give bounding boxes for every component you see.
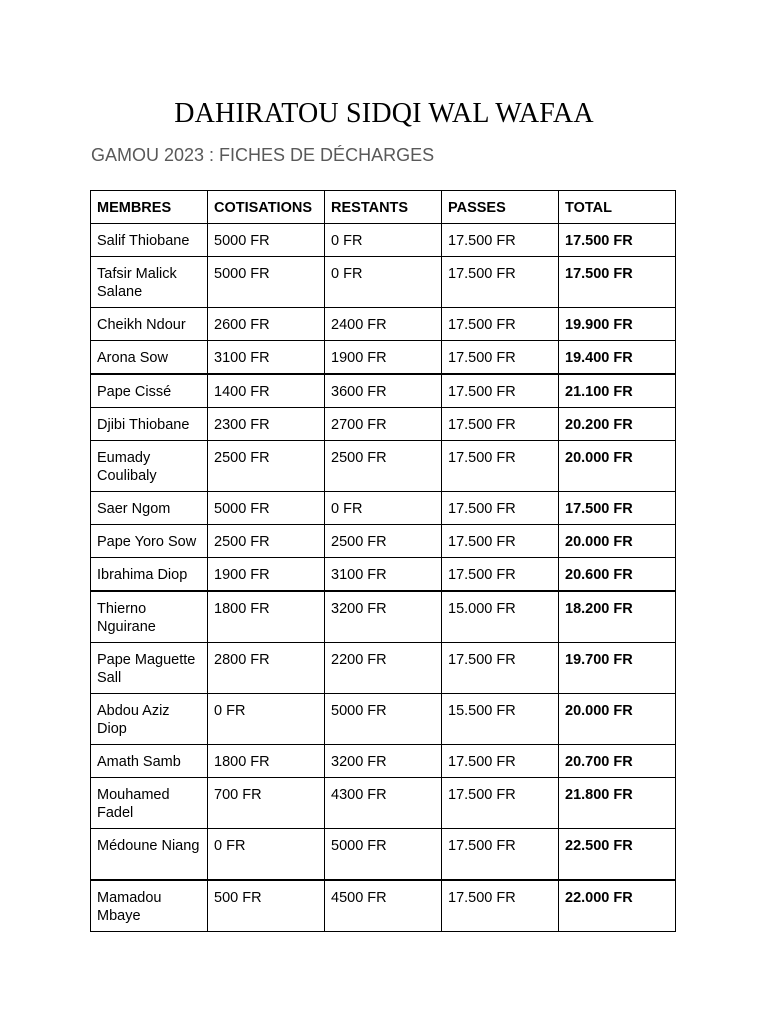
cell-cotisation: 2600 FR [208, 308, 325, 341]
cell-member: Abdou Aziz Diop [91, 694, 208, 745]
cell-restant: 2200 FR [325, 643, 442, 694]
cell-member: Mouhamed Fadel [91, 778, 208, 829]
table-row [91, 441, 676, 492]
cell-total: 19.400 FR [559, 341, 676, 375]
cell-cotisation: 3100 FR [208, 341, 325, 375]
table-row [91, 492, 676, 525]
cell-restant: 1900 FR [325, 341, 442, 375]
cell-cotisation: 0 FR [208, 694, 325, 745]
table-row [91, 880, 676, 932]
cell-restant: 5000 FR [325, 829, 442, 881]
cell-member: Arona Sow [91, 341, 208, 375]
cell-member: Pape Cissé [91, 374, 208, 408]
cell-total: 20.200 FR [559, 408, 676, 441]
table-row [91, 224, 676, 257]
cell-cotisation: 0 FR [208, 829, 325, 881]
cell-cotisation: 5000 FR [208, 257, 325, 308]
cell-restant: 3100 FR [325, 558, 442, 592]
table-row [91, 341, 676, 375]
cell-member: Tafsir Malick Salane [91, 257, 208, 308]
cell-passes: 15.500 FR [442, 694, 559, 745]
cell-total: 22.500 FR [559, 829, 676, 881]
cell-passes: 17.500 FR [442, 408, 559, 441]
header-cotisations: COTISATIONS [208, 191, 325, 224]
cell-cotisation: 5000 FR [208, 224, 325, 257]
cell-cotisation: 2800 FR [208, 643, 325, 694]
table-header-row [91, 191, 676, 224]
cell-total: 18.200 FR [559, 591, 676, 643]
cell-passes: 17.500 FR [442, 745, 559, 778]
cell-member: Cheikh Ndour [91, 308, 208, 341]
table-row [91, 745, 676, 778]
cell-restant: 0 FR [325, 224, 442, 257]
cell-passes: 17.500 FR [442, 525, 559, 558]
cell-member: Pape Maguette Sall [91, 643, 208, 694]
cell-passes: 17.500 FR [442, 829, 559, 881]
cell-total: 17.500 FR [559, 492, 676, 525]
table-row [91, 591, 676, 643]
cell-restant: 3200 FR [325, 745, 442, 778]
cell-total: 20.000 FR [559, 525, 676, 558]
cell-cotisation: 2300 FR [208, 408, 325, 441]
header-total: TOTAL [559, 191, 676, 224]
cell-passes: 17.500 FR [442, 374, 559, 408]
cell-total: 19.900 FR [559, 308, 676, 341]
cell-member: Amath Samb [91, 745, 208, 778]
cell-member: Salif Thiobane [91, 224, 208, 257]
cell-total: 20.000 FR [559, 441, 676, 492]
table-row [91, 308, 676, 341]
cell-restant: 3600 FR [325, 374, 442, 408]
cell-passes: 17.500 FR [442, 778, 559, 829]
cell-passes: 17.500 FR [442, 224, 559, 257]
cell-passes: 17.500 FR [442, 643, 559, 694]
cell-member: Saer Ngom [91, 492, 208, 525]
cell-cotisation: 1800 FR [208, 591, 325, 643]
cell-restant: 2700 FR [325, 408, 442, 441]
cell-cotisation: 2500 FR [208, 441, 325, 492]
cell-total: 22.000 FR [559, 880, 676, 932]
cell-total: 21.800 FR [559, 778, 676, 829]
cell-total: 21.100 FR [559, 374, 676, 408]
cell-cotisation: 700 FR [208, 778, 325, 829]
cell-passes: 17.500 FR [442, 558, 559, 592]
cell-cotisation: 1400 FR [208, 374, 325, 408]
cell-restant: 2500 FR [325, 525, 442, 558]
members-table [90, 190, 676, 932]
table-row [91, 558, 676, 592]
cell-passes: 17.500 FR [442, 341, 559, 375]
cell-restant: 3200 FR [325, 591, 442, 643]
cell-passes: 17.500 FR [442, 257, 559, 308]
table-row [91, 643, 676, 694]
cell-total: 19.700 FR [559, 643, 676, 694]
header-membres: MEMBRES [91, 191, 208, 224]
table-row [91, 829, 676, 881]
cell-cotisation: 5000 FR [208, 492, 325, 525]
cell-passes: 17.500 FR [442, 308, 559, 341]
cell-total: 17.500 FR [559, 224, 676, 257]
table-row [91, 257, 676, 308]
cell-passes: 15.000 FR [442, 591, 559, 643]
page-title: DAHIRATOU SIDQI WAL WAFAA [174, 98, 594, 129]
cell-restant: 4300 FR [325, 778, 442, 829]
cell-restant: 4500 FR [325, 880, 442, 932]
cell-passes: 17.500 FR [442, 441, 559, 492]
cell-cotisation: 500 FR [208, 880, 325, 932]
header-passes: PASSES [442, 191, 559, 224]
table-row [91, 525, 676, 558]
cell-cotisation: 1800 FR [208, 745, 325, 778]
page-subtitle: GAMOU 2023 : FICHES DE DÉCHARGES [91, 145, 435, 165]
cell-total: 20.700 FR [559, 745, 676, 778]
cell-cotisation: 2500 FR [208, 525, 325, 558]
table-row [91, 374, 676, 408]
table-row [91, 778, 676, 829]
cell-restant: 0 FR [325, 257, 442, 308]
cell-total: 20.000 FR [559, 694, 676, 745]
cell-member: Mamadou Mbaye [91, 880, 208, 932]
header-restants: RESTANTS [325, 191, 442, 224]
cell-total: 20.600 FR [559, 558, 676, 592]
cell-member: Eumady Coulibaly [91, 441, 208, 492]
table-row [91, 408, 676, 441]
table-row [91, 694, 676, 745]
cell-restant: 2400 FR [325, 308, 442, 341]
cell-passes: 17.500 FR [442, 492, 559, 525]
cell-restant: 5000 FR [325, 694, 442, 745]
cell-member: Ibrahima Diop [91, 558, 208, 592]
cell-total: 17.500 FR [559, 257, 676, 308]
cell-member: Médoune Niang [91, 829, 208, 881]
cell-member: Pape Yoro Sow [91, 525, 208, 558]
cell-restant: 0 FR [325, 492, 442, 525]
cell-restant: 2500 FR [325, 441, 442, 492]
cell-passes: 17.500 FR [442, 880, 559, 932]
cell-cotisation: 1900 FR [208, 558, 325, 592]
cell-member: Djibi Thiobane [91, 408, 208, 441]
cell-member: Thierno Nguirane [91, 591, 208, 643]
